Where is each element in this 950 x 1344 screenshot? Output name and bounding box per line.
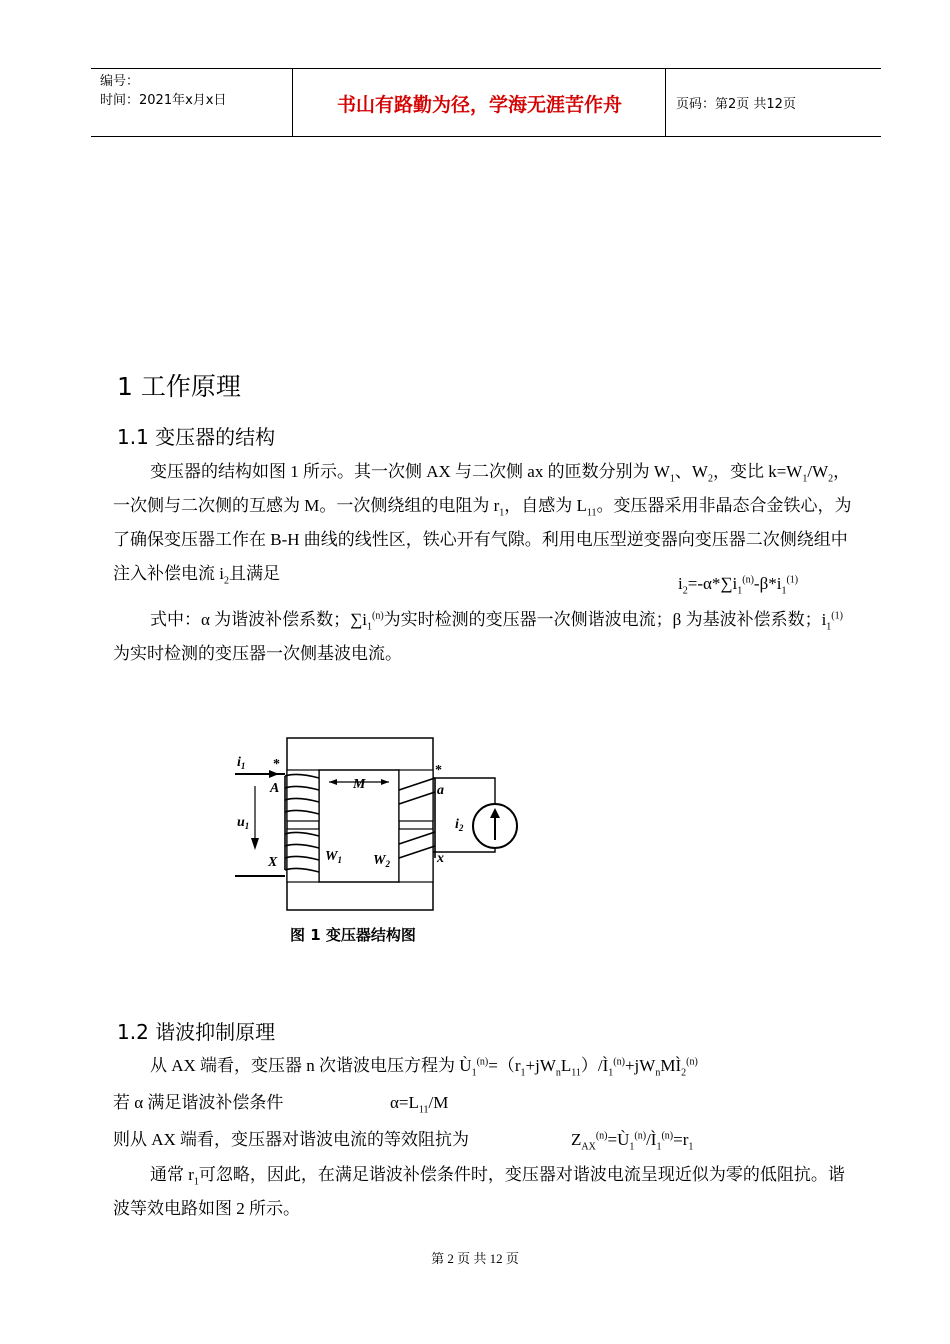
label-W2: $W_2$ <box>373 853 390 869</box>
paragraph: 若 α 满足谐波补偿条件 <box>113 1093 284 1112</box>
label-i2: $i_2$ <box>455 817 464 833</box>
header-page-info: 页码：第2页 共12页 <box>676 97 796 112</box>
label-A: A <box>270 781 280 796</box>
voltage-arrowhead <box>251 838 259 850</box>
equation-impedance: $Z_{AX}^{(n)}=Ù_1^{(n)}/Ì_1^{(n)}=r_1$ <box>571 1130 694 1153</box>
core-leg-upper-right <box>399 770 433 821</box>
header-top-rule <box>91 68 881 69</box>
label-u1: $u_1$ <box>237 815 250 831</box>
figure-caption: 图 1 变压器结构图 <box>290 926 416 944</box>
equation-line-voltage: 从 AX 端看，变压器 n 次谐波电压方程为 $Ù_1^{(n)}=(r_1+jW_nL_{11})/Ì_1^{(n)}+jW_nMÌ_2^{(n)}$ <box>150 1056 698 1079</box>
document-time: 时间：2021年x月x日 <box>100 93 227 108</box>
label-a: a <box>437 783 444 798</box>
label-x: x <box>437 851 444 866</box>
section-title: 1 工作原理 <box>117 372 241 401</box>
label-M: M <box>353 777 366 792</box>
page-footer: 第 2 页 共 12 页 <box>431 1251 519 1266</box>
label-star-primary: * <box>273 757 280 772</box>
paragraph: 通常 $r_1$可忽略，因此，在满足谐波补偿条件时，变压器对谐波电流呈现近似为零的低阻抗。谐波等效电路如图 2 所示。 <box>113 1165 845 1218</box>
header-meta <box>100 72 226 110</box>
label-W1: $W_1$ <box>325 849 342 865</box>
paragraph: 则从 AX 端看，变压器对谐波电流的等效阻抗为 <box>113 1130 470 1149</box>
subsection-title: 1.2 谐波抑制原理 <box>117 1020 276 1044</box>
core-leg-lower-left <box>287 829 319 882</box>
header-motto: 书山有路勤为径，学海无涯苦作舟 <box>336 94 622 116</box>
paragraph: 变压器的结构如图 1 所示。其一次侧 AX 与二次侧 ax 的匝数分别为 $W_1$、$W_2$，变比 $k=W_1/W_2$，一次侧与二次侧的互感为 M。一次侧绕组的电阻为 $r_1$，自感为 $L_{11}$。变压器采用非晶态合金铁心，为了确保变压器工作在 B-H 曲线的线性区，铁心开有气隙。利用电压型逆变器向变压器二次侧绕组中注入补偿电流 $i_2$且满足 <box>113 462 852 587</box>
label-star-secondary: * <box>435 763 442 778</box>
header-divider <box>665 68 666 136</box>
header-divider <box>292 68 293 136</box>
label-X: X <box>268 855 278 870</box>
subsection-title: 1.1 变压器的结构 <box>117 425 276 449</box>
document-number: 编号： <box>100 74 140 89</box>
equation-compensation-current: $i_2=-\alpha*\sum i_1^{(n)}-\beta*i_1^{(1)}$ <box>678 574 799 597</box>
core-outer <box>287 738 433 910</box>
transformer-structure-diagram <box>225 728 525 953</box>
label-i1: $i_1$ <box>237 755 246 771</box>
header-bottom-rule <box>91 136 881 137</box>
equation-alpha: $\alpha=L_{11}/M$ <box>390 1093 449 1116</box>
paragraph: 式中：α 为谐波补偿系数；$\sum i_1^{(n)}$为实时检测的变压器一次侧谐波电流；β 为基波补偿系数；$i_1^{(1)}$为实时检测的变压器一次侧基波电流。 <box>113 610 843 663</box>
